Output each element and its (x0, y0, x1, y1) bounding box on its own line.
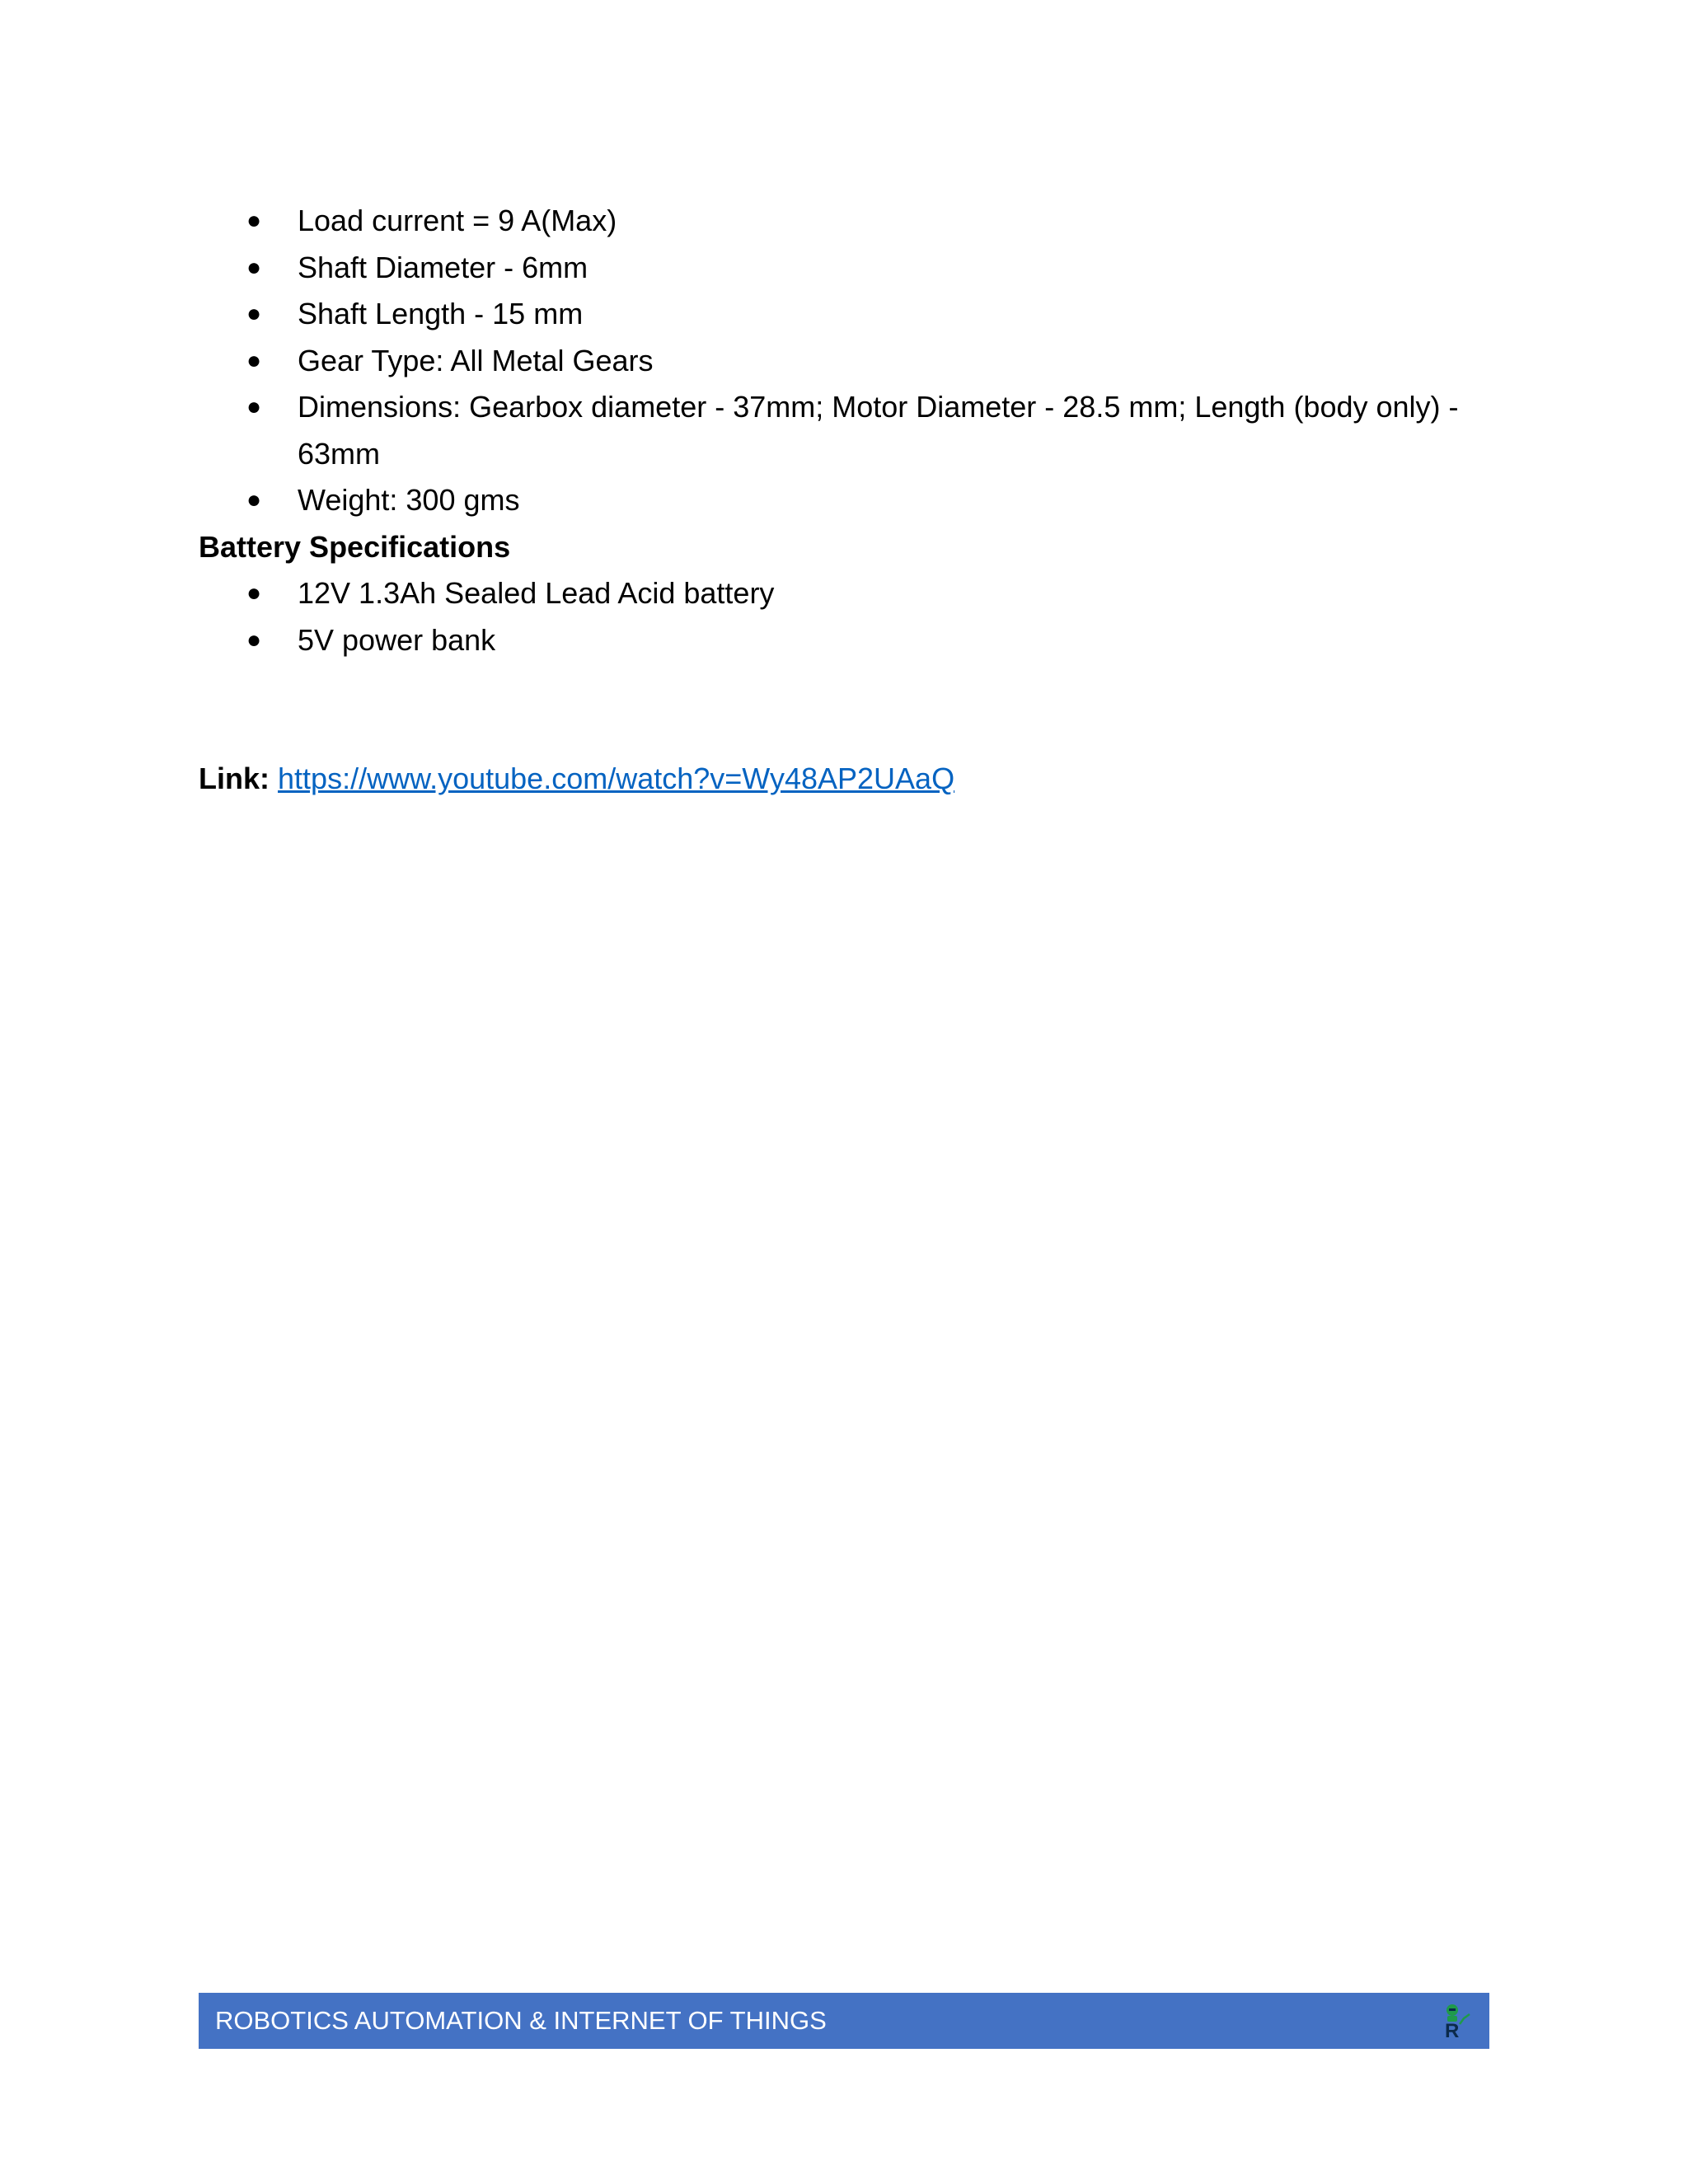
robot-logo-icon (1438, 2003, 1475, 2039)
bullet-icon: ● (246, 393, 262, 420)
bullet-icon: ● (246, 207, 262, 234)
list-item: ● Shaft Length - 15 mm (199, 291, 1493, 338)
link-line (199, 756, 1493, 803)
bullet-icon: ● (246, 346, 262, 374)
list-item: ● 5V power bank (199, 617, 1493, 664)
spacer (199, 663, 1493, 756)
footer-title: ROBOTICS AUTOMATION & INTERNET OF THINGS (215, 2006, 827, 2035)
document-body (199, 198, 1493, 803)
bullet-icon: ● (246, 253, 262, 281)
battery-spec-list (199, 570, 1493, 663)
list-item: ● Load current = 9 A(Max) (199, 198, 1493, 245)
bullet-icon: ● (246, 486, 262, 513)
list-item: ● Dimensions: Gearbox diameter - 37mm; Motor Diameter - 28.5 mm; Length (body only) - 63mm (199, 384, 1493, 477)
svg-text:R: R (1445, 2020, 1460, 2039)
link-label: Link: (199, 762, 270, 795)
battery-heading: Battery Specifications (199, 529, 511, 564)
list-item: ● Shaft Diameter - 6mm (199, 245, 1493, 292)
bullet-icon: ● (246, 300, 262, 327)
motor-spec-list (199, 198, 1493, 524)
list-item: ● Gear Type: All Metal Gears (199, 338, 1493, 385)
bullet-icon: ● (246, 579, 262, 607)
bullet-icon: ● (246, 626, 262, 654)
youtube-link[interactable]: https://www.youtube.com/watch?v=Wy48AP2UAaQ (278, 762, 955, 795)
list-item: ● Weight: 300 gms (199, 477, 1493, 524)
list-item: ● 12V 1.3Ah Sealed Lead Acid battery (199, 570, 1493, 617)
footer-bar (199, 1993, 1489, 2049)
